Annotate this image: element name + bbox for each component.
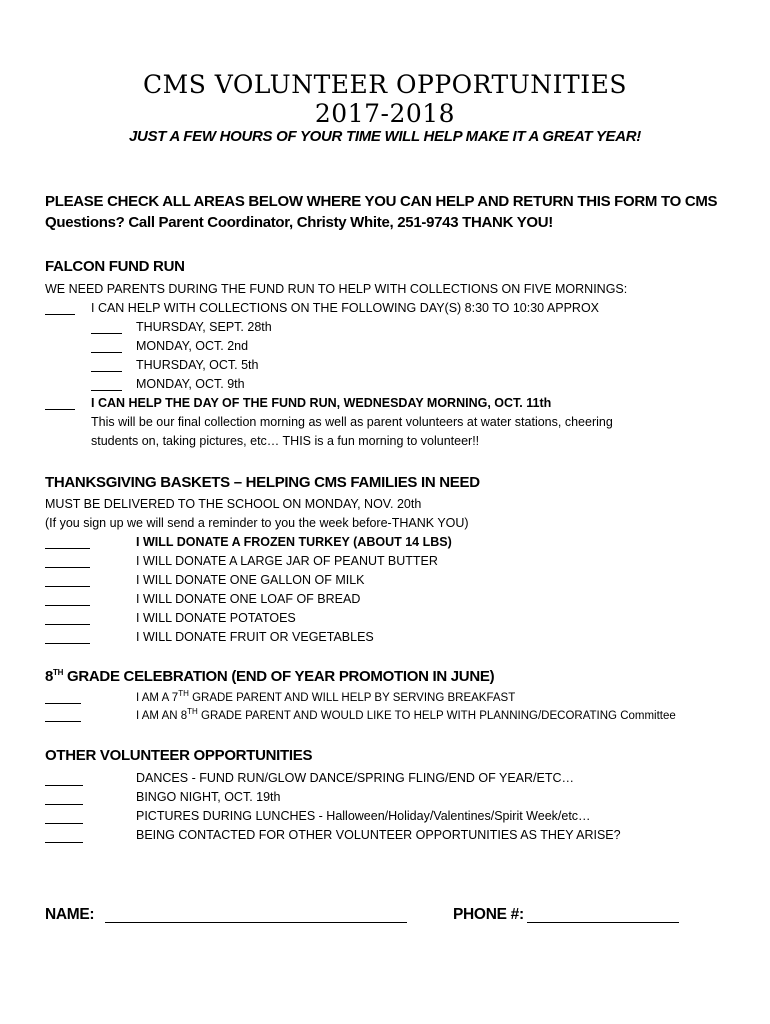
falcon-note: WE NEED PARENTS DURING THE FUND RUN TO HELP WITH COLLECTIONS ON FIVE MORNINGS: [45,282,628,296]
grade8-heading: 8TH GRADE CELEBRATION (END OF YEAR PROMOTION IN JUNE) [45,668,495,685]
falcon-heading: FALCON FUND RUN [45,258,185,275]
falcon-option2: I CAN HELP THE DAY OF THE FUND RUN, WEDNESDAY MORNING, OCT. 11th [91,396,552,410]
grade8-item2: I AM AN 8TH GRADE PARENT AND WOULD LIKE TO HELP WITH PLANNING/DECORATING Committee [136,707,676,722]
form-year: 2017-2018 [314,99,456,128]
falcon-day4-blank[interactable] [91,390,122,391]
other-heading: OTHER VOLUNTEER OPPORTUNITIES [45,747,313,764]
falcon-day1: THURSDAY, SEPT. 28th [136,320,272,334]
falcon-option2-blank[interactable] [45,409,75,410]
other-item1-blank[interactable] [45,785,83,786]
falcon-day2-blank[interactable] [91,352,122,353]
thanks-item1: I WILL DONATE A FROZEN TURKEY (ABOUT 14 LBS) [136,535,452,549]
thanks-note1: MUST BE DELIVERED TO THE SCHOOL ON MONDAY, NOV. 20th [45,497,422,511]
other-item3: PICTURES DURING LUNCHES - Halloween/Holiday/Valentines/Spirit Week/etc… [136,809,591,823]
thanks-item5-blank[interactable] [45,624,90,625]
other-item4-blank[interactable] [45,842,83,843]
thanks-item4: I WILL DONATE ONE LOAF OF BREAD [136,592,361,606]
phone-field[interactable] [527,922,679,923]
thanks-heading: THANKSGIVING BASKETS – HELPING CMS FAMILIES IN NEED [45,474,480,491]
thanks-item1-blank[interactable] [45,548,90,549]
grade8-item1-blank[interactable] [45,703,81,704]
grade8-item2-blank[interactable] [45,721,81,722]
falcon-day2: MONDAY, OCT. 2nd [136,339,249,353]
falcon-day3-blank[interactable] [91,371,122,372]
thanks-item4-blank[interactable] [45,605,90,606]
falcon-day3: THURSDAY, OCT. 5th [136,358,259,372]
thanks-item2-blank[interactable] [45,567,90,568]
other-item2-blank[interactable] [45,804,83,805]
thanks-item5: I WILL DONATE POTATOES [136,611,296,625]
falcon-option1-blank[interactable] [45,314,75,315]
falcon-option2-desc2: students on, taking pictures, etc… THIS is a fun morning to volunteer!! [91,434,480,448]
name-label: NAME: [45,906,95,923]
falcon-day1-blank[interactable] [91,333,122,334]
other-item2: BINGO NIGHT, OCT. 19th [136,790,281,804]
falcon-day4: MONDAY, OCT. 9th [136,377,245,391]
grade8-item1: I AM A 7TH GRADE PARENT AND WILL HELP BY SERVING BREAKFAST [136,689,516,704]
other-item3-blank[interactable] [45,823,83,824]
thanks-item6: I WILL DONATE FRUIT OR VEGETABLES [136,630,374,644]
thanks-note2: (If you sign up we will send a reminder to you the week before-THANK YOU) [45,516,469,530]
form-title: CMS VOLUNTEER OPPORTUNITIES [143,70,627,99]
other-item1: DANCES - FUND RUN/GLOW DANCE/SPRING FLING/END OF YEAR/ETC… [136,771,575,785]
thanks-item3: I WILL DONATE ONE GALLON OF MILK [136,573,365,587]
intro-instruction: PLEASE CHECK ALL AREAS BELOW WHERE YOU CAN HELP AND RETURN THIS FORM TO CMS [45,193,718,210]
falcon-option2-desc1: This will be our final collection morning as well as parent volunteers at water stations, cheering [91,415,613,429]
thanks-item6-blank[interactable] [45,643,90,644]
name-field[interactable] [105,922,407,923]
thanks-item2: I WILL DONATE A LARGE JAR OF PEANUT BUTTER [136,554,438,568]
thanks-item3-blank[interactable] [45,586,90,587]
falcon-option1: I CAN HELP WITH COLLECTIONS ON THE FOLLOWING DAY(S) 8:30 TO 10:30 APPROX [91,301,600,315]
phone-label: PHONE #: [453,906,524,923]
other-item4: BEING CONTACTED FOR OTHER VOLUNTEER OPPORTUNITIES AS THEY ARISE? [136,828,621,842]
tagline: JUST A FEW HOURS OF YOUR TIME WILL HELP MAKE IT A GREAT YEAR! [129,128,641,145]
intro-contact: Questions? Call Parent Coordinator, Christy White, 251-9743 THANK YOU! [45,214,553,231]
